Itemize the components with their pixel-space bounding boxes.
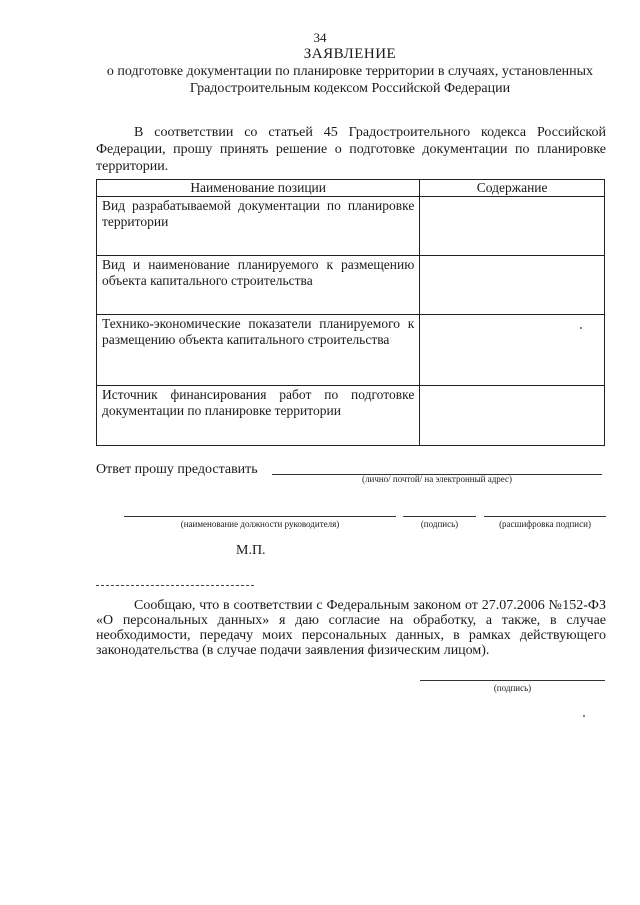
consent-signature-line[interactable] [420, 680, 605, 681]
row-name-text: Вид разрабатываемой документации по планировке территории [102, 198, 415, 229]
page-number: 34 [313, 30, 327, 45]
row-content-cell[interactable] [420, 386, 605, 446]
header-position-name: Наименование позиции [97, 180, 420, 197]
table-row [97, 386, 605, 446]
application-table [96, 179, 605, 446]
decode-input-line[interactable] [484, 516, 606, 517]
row-content-cell[interactable] [420, 197, 605, 256]
header-content: Содержание [420, 180, 605, 197]
signature-hint: (подпись) [420, 519, 459, 529]
row-name-cell [97, 315, 420, 386]
position-input-line[interactable] [124, 516, 396, 517]
intro-paragraph: В соответствии со статьей 45 Градостроительного кодекса Российской Федерации, прошу принять решение о подготовке документации по планировке территории. [96, 125, 606, 174]
table-row [97, 197, 605, 256]
row-name-cell [97, 197, 420, 256]
answer-label: Ответ прошу предоставить [96, 462, 258, 477]
row-name-cell [97, 386, 420, 446]
table-row [97, 256, 605, 315]
document-title: ЗАЯВЛЕНИЕ [303, 46, 397, 62]
decode-hint: (расшифровка подписи) [499, 519, 591, 529]
consent-signature-hint: (подпись) [493, 683, 532, 693]
row-name-text: Вид и наименование планируемого к размещению объекта капитального строительства [102, 257, 415, 288]
scan-speck [583, 715, 585, 717]
scan-speck [580, 327, 582, 329]
row-content-cell[interactable] [420, 315, 605, 386]
document-subtitle: о подготовке документации по планировке территории в случаях, установленных Градостроительным кодексом Российской Федерации [106, 64, 594, 96]
row-name-cell [97, 256, 420, 315]
signature-input-line[interactable] [403, 516, 476, 517]
position-hint: (наименование должности руководителя) [180, 519, 340, 529]
answer-hint: (лично/ почтой/ на электронный адрес) [362, 474, 512, 484]
stamp-mark: М.П. [236, 543, 266, 558]
table-header-row [97, 180, 605, 197]
consent-paragraph: Сообщаю, что в соответствии с Федеральным законом от 27.07.2006 №152-ФЗ «О персональных данных» я даю согласие на обработку, а также, в случае необходимости, передачу моих персональных данных, в рамках действующего законодательства (в случае подачи заявления физическим лицом). [96, 598, 606, 658]
table-row [97, 315, 605, 386]
row-name-text: Источник финансирования работ по подготовке документации по планировке территории [102, 387, 415, 418]
row-name-text: Технико-экономические показатели планируемого к размещению объекта капитального строительства [102, 316, 415, 347]
dashed-separator [96, 585, 254, 586]
row-content-cell[interactable] [420, 256, 605, 315]
